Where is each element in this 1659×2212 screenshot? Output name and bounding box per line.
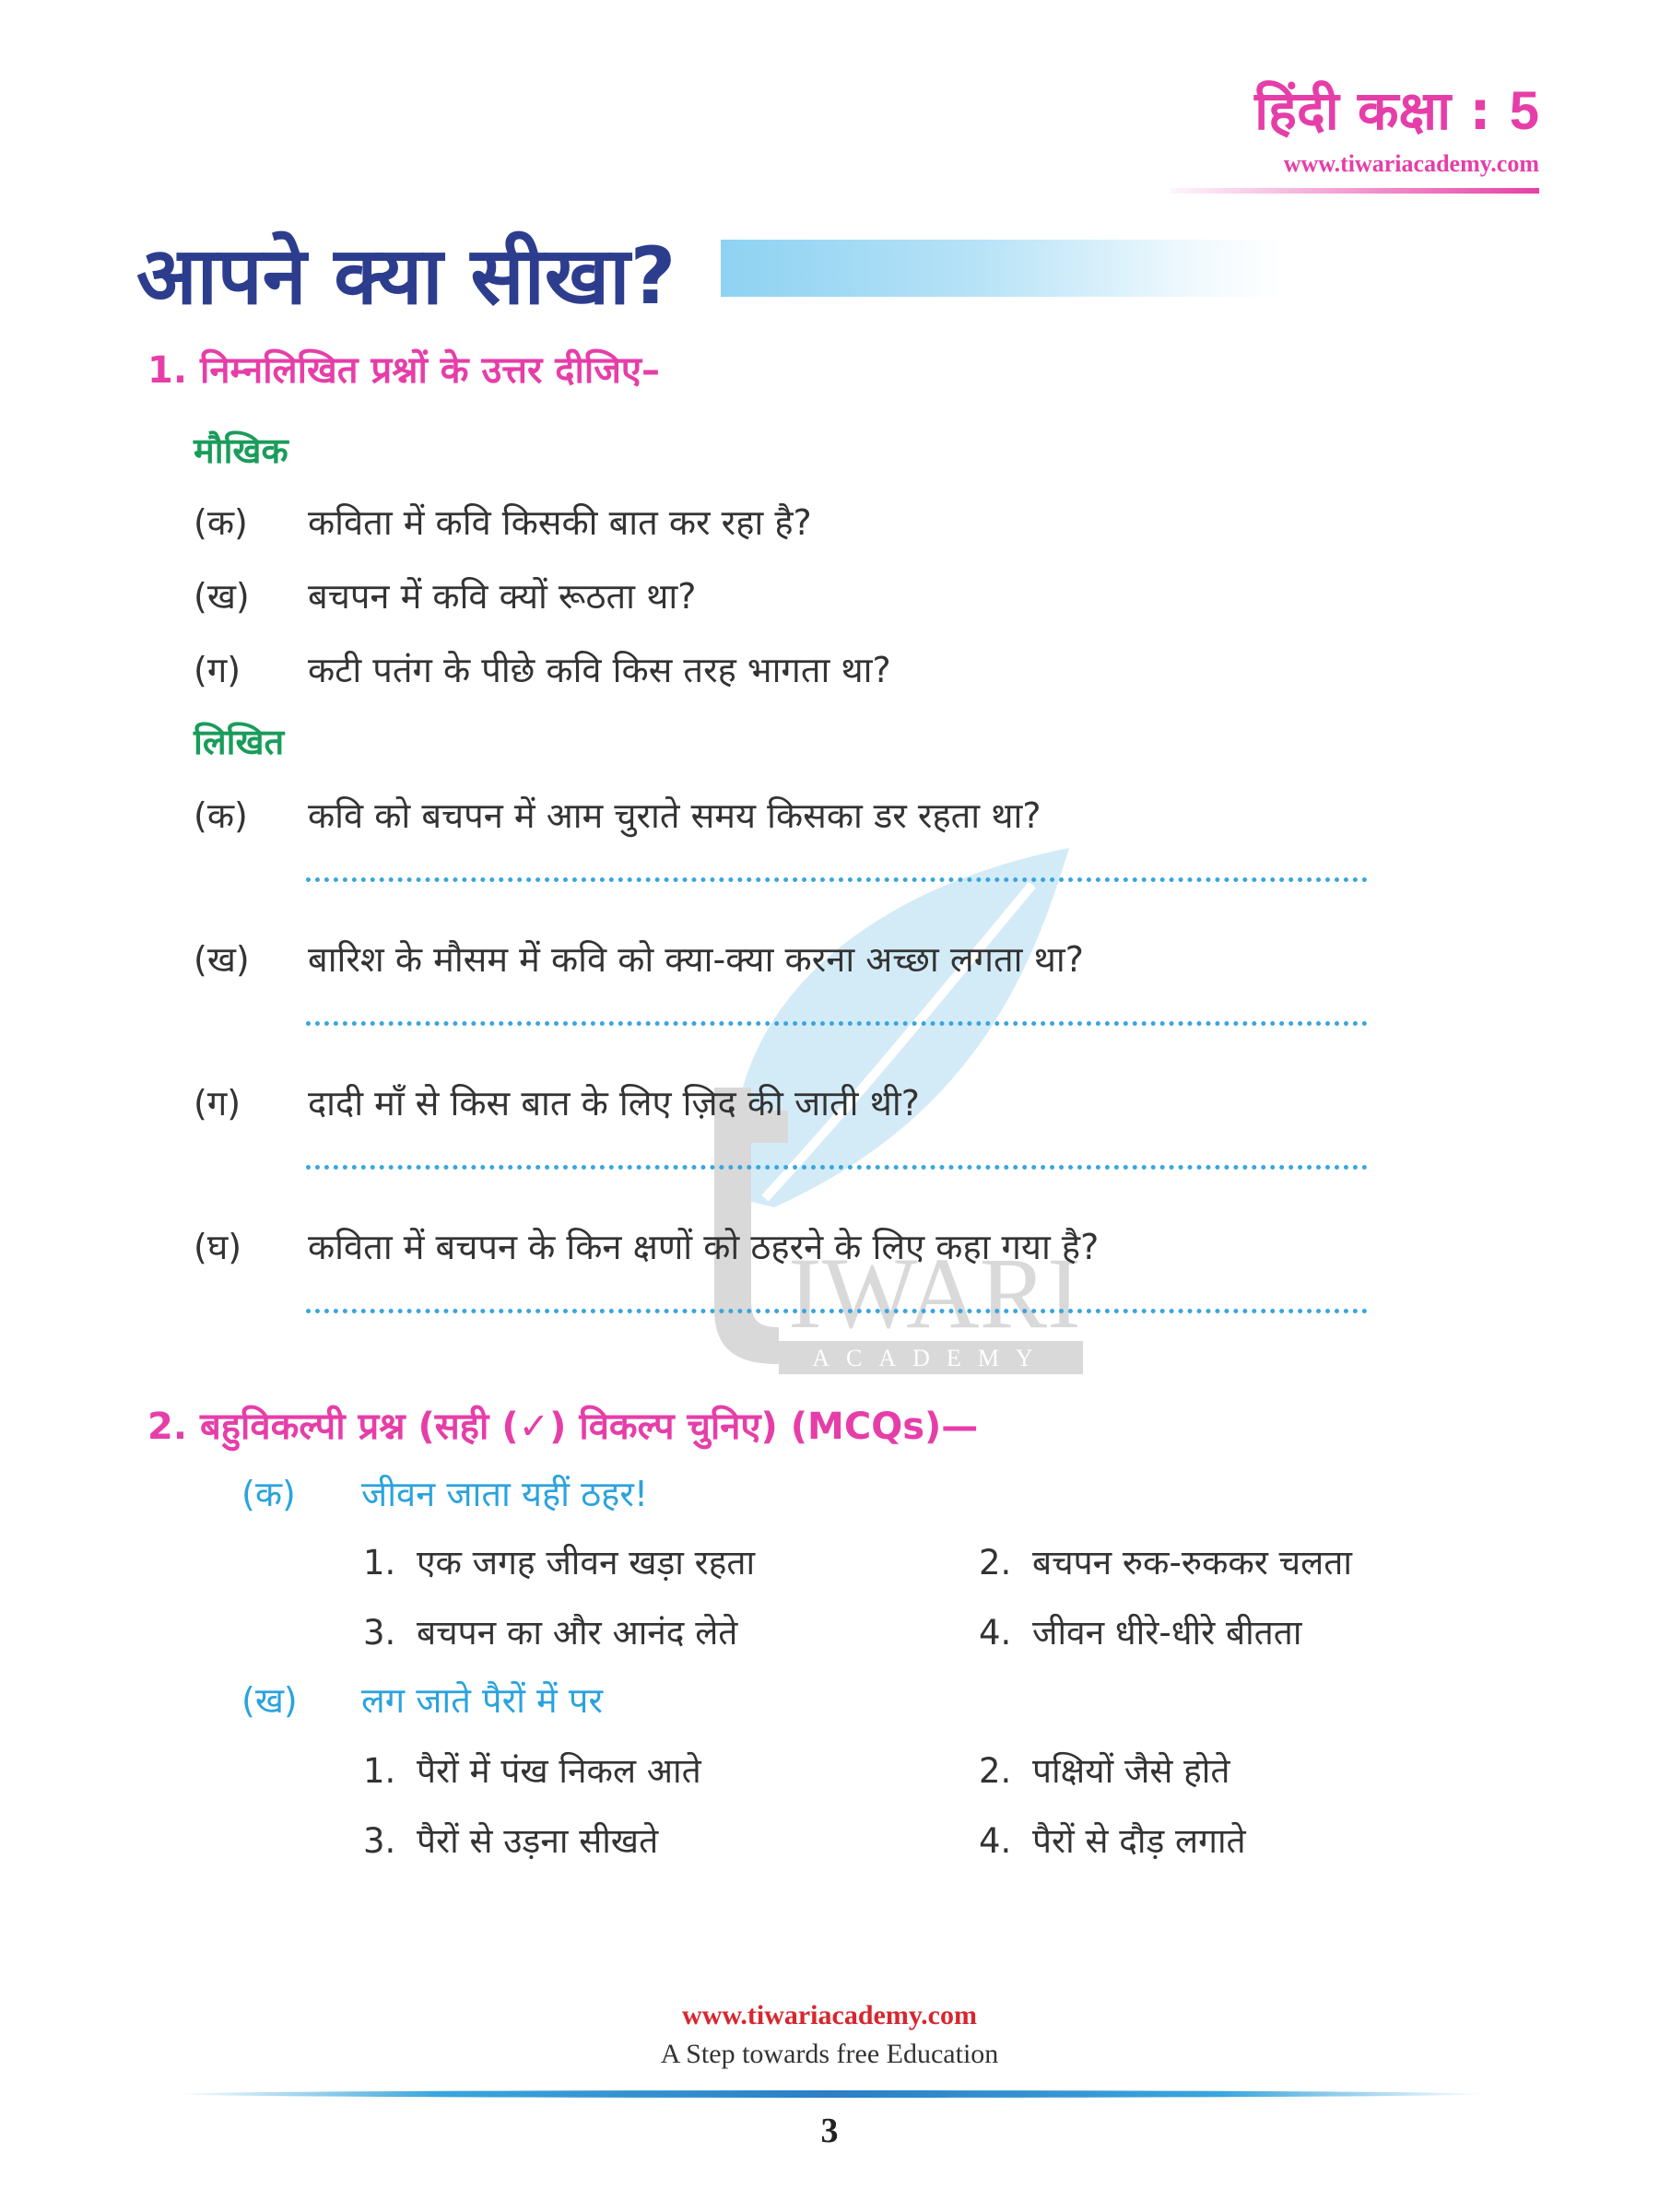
written-question: (घ) कविता में बचपन के किन क्षणों को ठहरने के लिए कहा गया है? [194, 1227, 1100, 1267]
answer-line[interactable] [306, 1021, 1368, 1026]
written-question: (क) कवि को बचपन में आम चुराते समय किसका डर रहता था? [194, 795, 1041, 836]
oral-question: (ग) कटी पतंग के पीछे कवि किस तरह भागता था? [194, 650, 891, 690]
mcq-option[interactable]: 4. पैरों से दौड़ लगाते [979, 1821, 1246, 1861]
watermark-sub: ACADEMY [812, 1345, 1050, 1371]
answer-line[interactable] [306, 1165, 1368, 1170]
mcq-option[interactable]: 2. पक्षियों जैसे होते [979, 1751, 1230, 1791]
watermark-letters: IWARI [788, 1237, 1081, 1349]
title-decoration-bar [721, 240, 1283, 297]
header-underline [1171, 188, 1539, 194]
footer-tagline: A Step towards free Education [660, 2039, 999, 2069]
mcq-option[interactable]: 1. एक जगह जीवन खड़ा रहता [363, 1543, 756, 1583]
written-question: (ग) दादी माँ से किस बात के लिए ज़िद की जाती थी? [194, 1083, 920, 1124]
page-title: आपने क्या सीखा? [136, 230, 677, 323]
mcq-question: (क) जीवन जाता यहीं ठहर! [241, 1474, 649, 1514]
header-url[interactable]: www.tiwariacademy.com [1283, 150, 1539, 177]
written-question: (ख) बारिश के मौसम में कवि को क्या-क्या करना अच्छा लगता था? [194, 939, 1084, 980]
class-number: 5 [1509, 81, 1539, 141]
footer-divider [175, 2090, 1484, 2098]
mcq-option[interactable]: 2. बचपन रुक-रुककर चलता [979, 1543, 1352, 1583]
mcq-option[interactable]: 3. पैरों से उड़ना सीखते [363, 1821, 659, 1861]
oral-label: मौखिक [194, 430, 288, 471]
oral-question: (ख) बचपन में कवि क्यों रूठता था? [194, 576, 697, 617]
section2-heading: 2. बहुविकल्पी प्रश्न (सही (✓) विकल्प चुनिए) (MCQs)— [147, 1406, 979, 1448]
section1-heading: 1. निम्नलिखित प्रश्नों के उत्तर दीजिए– [147, 349, 661, 392]
page-number: 3 [820, 2112, 839, 2150]
oral-question: (क) कविता में कवि किसकी बात कर रहा है? [194, 502, 812, 543]
mcq-option[interactable]: 3. बचपन का और आनंद लेते [363, 1613, 738, 1653]
subject-class-title [1254, 72, 1539, 145]
mcq-option[interactable]: 1. पैरों में पंख निकल आते [363, 1751, 701, 1791]
written-label: लिखित [194, 722, 285, 762]
subject-label: हिंदी कक्षा : [1254, 79, 1510, 142]
mcq-option[interactable]: 4. जीवन धीरे-धीरे बीतता [979, 1613, 1302, 1653]
answer-line[interactable] [306, 877, 1368, 882]
mcq-question: (ख) लग जाते पैरों में पर [241, 1680, 603, 1721]
footer-url[interactable]: www.tiwariacademy.com [682, 2000, 977, 2030]
answer-line[interactable] [306, 1309, 1368, 1313]
